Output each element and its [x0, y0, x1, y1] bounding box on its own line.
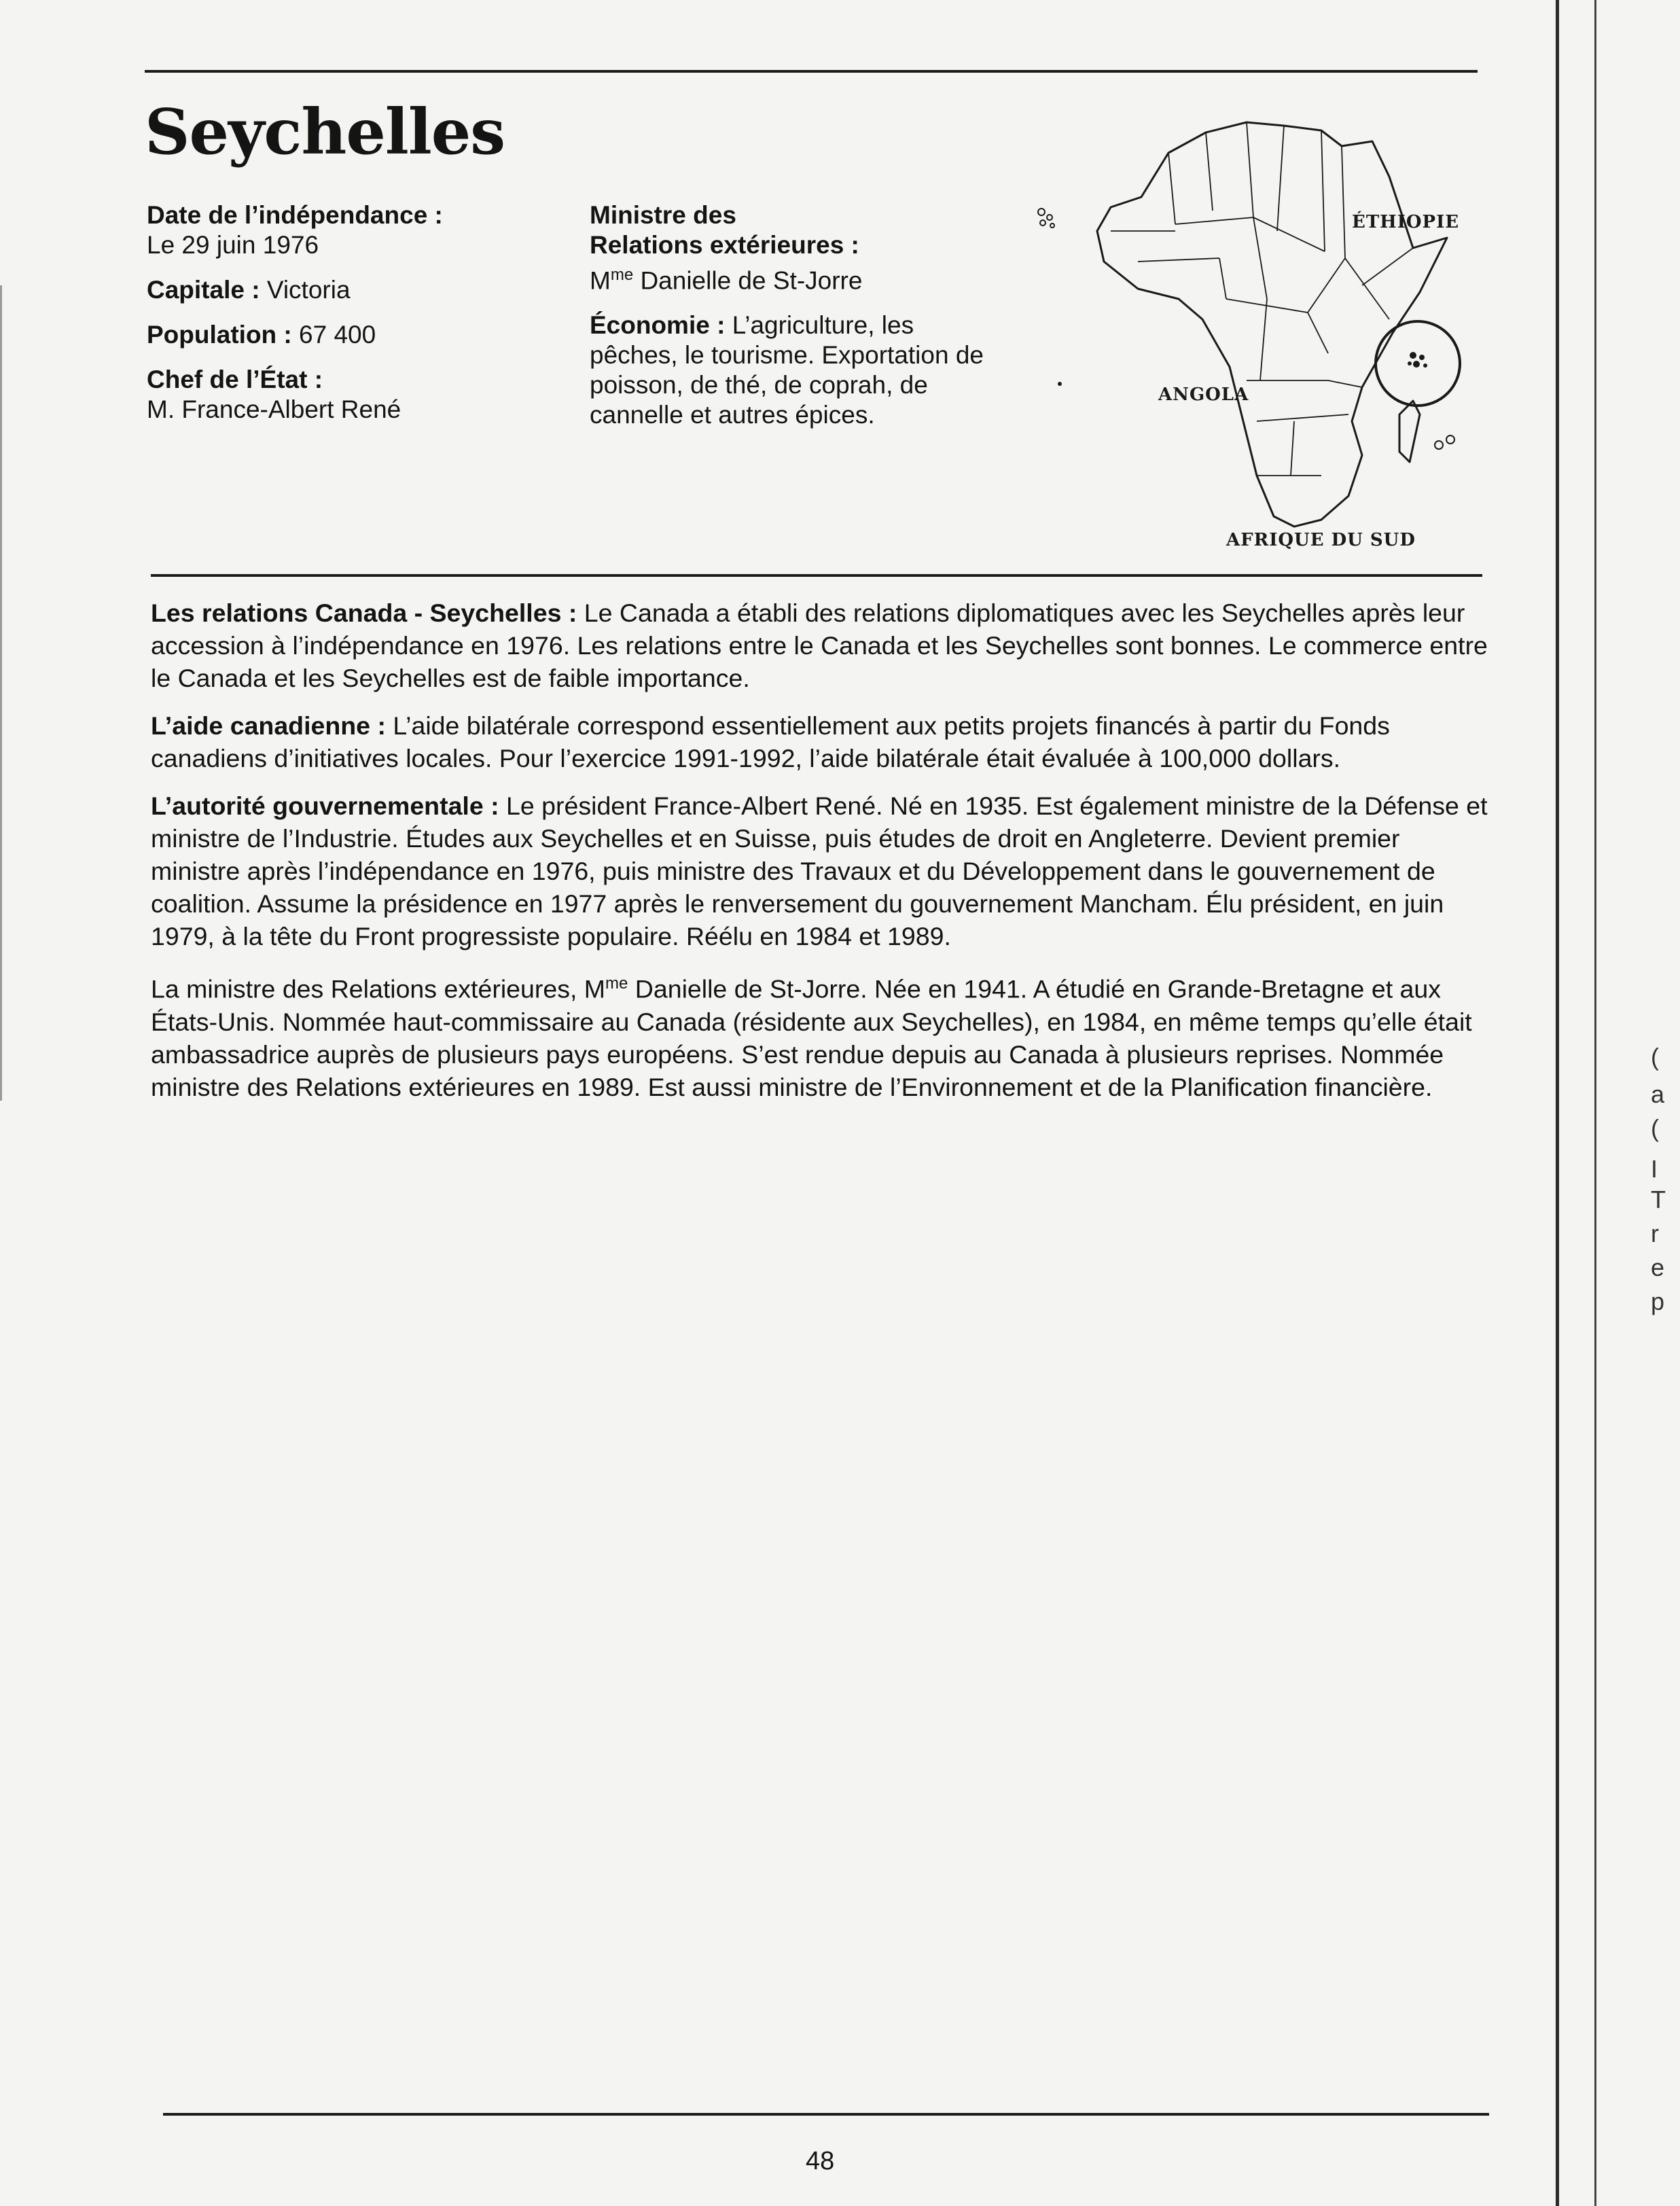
facts-right	[590, 200, 997, 430]
relations-paragraph	[151, 597, 1493, 694]
capital-row	[147, 275, 527, 305]
edge-fragment: p	[1651, 1287, 1665, 1315]
map-speck	[1058, 382, 1062, 386]
map-label-ethiopia: ÉTHIOPIE	[1352, 212, 1460, 232]
edge-fragment: T	[1651, 1186, 1666, 1213]
page-title: Seychelles	[145, 95, 505, 168]
facts-left	[147, 200, 527, 425]
edge-fragment: r	[1651, 1220, 1659, 1247]
economy-row	[590, 310, 997, 430]
map-label-south-africa: AFRIQUE DU SUD	[1226, 530, 1416, 550]
relations-label: Les relations Canada - Seychelles :	[151, 599, 577, 627]
aid-label: L’aide canadienne :	[151, 711, 386, 740]
edge-fragment: (	[1651, 1043, 1659, 1071]
capital-value: Victoria	[260, 276, 351, 304]
capital-label: Capitale :	[147, 276, 260, 304]
africa-map-drawing	[1022, 95, 1518, 557]
mascarene-islands	[1435, 435, 1454, 449]
madagascar-outline	[1399, 401, 1420, 462]
population-label: Population :	[147, 321, 292, 349]
minister-text-sup: me	[605, 974, 628, 993]
top-rule	[145, 70, 1478, 73]
map-label-angola: ANGOLA	[1158, 385, 1249, 405]
authority-paragraph	[151, 789, 1493, 953]
head-of-state-value: M. France-Albert René	[147, 395, 401, 423]
edge-fragment: I	[1651, 1155, 1658, 1183]
binding-edge	[1556, 0, 1596, 2206]
population-row	[147, 320, 527, 350]
head-of-state-label: Chef de l’État :	[147, 366, 323, 393]
economy-label: Économie :	[590, 311, 726, 340]
minister-name: Danielle de St-Jorre	[633, 266, 863, 295]
edge-fragment: (	[1651, 1114, 1659, 1142]
edge-fragment: e	[1651, 1253, 1665, 1281]
africa-outline	[1097, 122, 1447, 527]
footer-rule	[163, 2113, 1489, 2116]
independence-label: Date de l’indépendance :	[147, 201, 443, 229]
authority-text: Le président France-Albert René. Né en 1935. Est également ministre de la Défense et ministre de l’Industrie. Études aux Seychelles et en Suisse, puis études de droit en Angleterre. Devient premier ministre après l’indépendance en 1976, puis ministre des Travaux et du Développement dans le gouvernement de coalition. Assume la présidence en 1977 après le renversement du gouvernement Mancham. Élu président, en juin 1979, à la tête du Front progressiste populaire. Réélu en 1984 et 1989.	[151, 791, 1488, 950]
scan-edge-mark	[0, 285, 2, 1101]
economy-value: L’agriculture, les pêches, le tourisme. Exportation de poisson, de thé, de coprah, de cannelle et autres épices.	[590, 311, 984, 429]
minister-name-row	[590, 260, 997, 296]
seychelles-islands	[1408, 352, 1427, 368]
minister-label-line1: Ministre des	[590, 201, 736, 229]
internal-borders	[1111, 122, 1413, 476]
minister-text-1: La ministre des Relations extérieures, M	[151, 974, 606, 1003]
page-number: 48	[806, 2147, 835, 2175]
population-value: 67 400	[291, 321, 376, 349]
aid-paragraph	[151, 709, 1493, 775]
minister-label-line2: Relations extérieures :	[590, 231, 859, 259]
aid-text: L’aide bilatérale correspond essentiellement aux petits projets financés à partir du Fonds canadiens d’initiatives locales. Pour l’exercice 1991-1992, l’aide bilatérale était évaluée à 100,000 dollars.	[151, 711, 1390, 772]
section-rule	[151, 574, 1482, 577]
relations-text: Le Canada a établi des relations diplomatiques avec les Seychelles après leur accession à l’indépendance en 1976. Les relations entre le Canada et les Seychelles sont bonnes. Le commerce entre le Canada et les Seychelles est de faible importance.	[151, 599, 1488, 692]
independence-value: Le 29 juin 1976	[147, 231, 319, 259]
authority-label: L’autorité gouvernementale :	[151, 791, 499, 820]
minister-paragraph	[151, 967, 1493, 1103]
minister-text-2: Danielle de St-Jorre. Née en 1941. A étudié en Grande-Bretagne et aux États-Unis. Nommée haut-commissaire au Canada (résidente aux Seychelles), en 1984, en même temps qu’elle était ambassadrice auprès de plusieurs pays européens. S’est rendue depuis au Canada à plusieurs reprises. Nommée ministre des Relations extérieures en 1989. Est aussi ministre de l’Environnement et de la Planification financière.	[151, 974, 1472, 1101]
cape-verde-islands	[1038, 209, 1054, 228]
minister-prefix: M	[590, 266, 611, 295]
africa-map	[1022, 95, 1518, 557]
body-text	[151, 597, 1493, 1118]
edge-fragment: a	[1651, 1080, 1665, 1108]
minister-sup: me	[610, 266, 634, 284]
